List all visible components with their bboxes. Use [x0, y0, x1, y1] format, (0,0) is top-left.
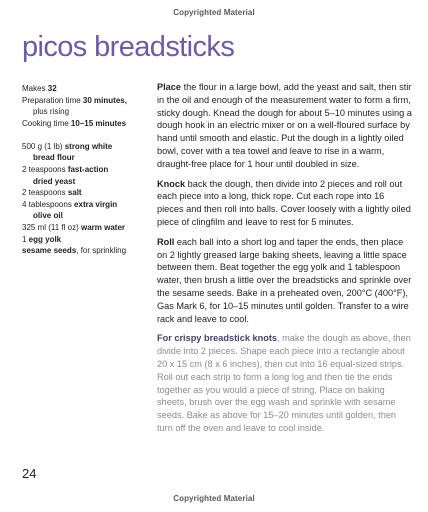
variation-note: [157, 332, 413, 434]
ingredient-item: [22, 222, 150, 234]
ingredient-name-cont: bread flour: [33, 153, 75, 163]
prep-time-label: Preparation time: [22, 95, 83, 105]
ingredient-qty: 1: [22, 234, 29, 244]
ingredient-qty: 2 teaspoons: [22, 165, 68, 175]
method-step-lead: Roll: [157, 236, 175, 247]
method-step-text: back the dough, then divide into 2 pieces and roll out each piece into a long, thick rope. Cut each rope into 16 pieces and then roll into balls. Cover loosely with a lightly oiled piece of clingfilm and leave to rest for 5 minutes.: [157, 178, 411, 227]
cook-time-label: Cooking time: [22, 118, 71, 128]
ingredient-name: egg yolk: [28, 234, 62, 244]
variation-text: , make the dough as above, then divide into 2 pieces. Shape each piece into a rectangle about 20 x 15 cm (8 x 6 inches), then cut into 16 equal-sized strips. Roll out each strip to form a long log and then tie the ends together as you would a piece of string. Place on baking sheets, brush over the egg wash and sprinkle with sesame seeds. Bake as above for 15–20 minutes until golden, then turn off the oven and leave to cool inside.: [157, 333, 411, 433]
ingredient-name: fast-action: [67, 165, 109, 175]
ingredient-name: sesame seeds: [22, 246, 77, 256]
recipe-title: picos breadsticks: [22, 31, 235, 63]
copyright-footer: Copyrighted Material: [173, 494, 255, 503]
ingredient-qty: 2 teaspoons: [22, 188, 68, 198]
method-step: [157, 178, 413, 229]
recipe-info-column: [22, 83, 150, 257]
prep-time-value: 30 minutes,: [82, 95, 127, 105]
ingredient-name-cont: olive oil: [33, 211, 63, 221]
prep-time-line: [22, 95, 150, 118]
yield-line: [22, 83, 150, 95]
page-number: 24: [22, 466, 37, 481]
ingredients-list: [22, 141, 150, 257]
ingredient-item: [22, 187, 150, 199]
ingredient-item: [22, 164, 150, 187]
cook-time-value: 10–15 minutes: [70, 118, 127, 128]
cook-time-line: [22, 118, 150, 130]
variation-lead: For crispy breadstick knots: [157, 333, 277, 344]
prep-time-extra: plus rising: [33, 107, 70, 117]
ingredient-qty: 4 tablespoons: [22, 199, 75, 209]
yield-value: 32: [47, 84, 57, 93]
ingredient-name: extra virgin: [74, 199, 118, 209]
ingredient-name: salt: [67, 188, 82, 198]
ingredient-suffix: , for sprinkling: [76, 246, 127, 256]
method-step: [157, 236, 413, 326]
method-step-text: each ball into a short log and taper the ends, then place on 2 lightly greased large baking sheets, leaving a little space between them. Beat together the egg yolk and 1 tablespoon water, then brush a little over the breadsticks and sprinkle over the sesame seeds. Bake in a preheated oven, 200°C (400°F), Gas Mark 6, for 10–15 minutes until golden. Transfer to a wire rack and leave to cool.: [157, 236, 412, 324]
ingredient-qty: 325 ml (11 fl oz): [22, 223, 81, 233]
ingredient-name: warm water: [80, 223, 126, 233]
copyright-header: Copyrighted Material: [173, 8, 255, 17]
ingredient-name-cont: dried yeast: [33, 176, 76, 186]
method-column: [157, 81, 413, 442]
ingredient-item: [22, 245, 150, 257]
ingredient-item: [22, 199, 150, 222]
yield-label: Makes: [22, 84, 48, 93]
method-step-lead: Knock: [157, 178, 186, 189]
ingredient-item: [22, 141, 150, 164]
method-step: [157, 81, 413, 171]
method-step-lead: Place: [157, 82, 182, 92]
ingredient-qty: 500 g (1 lb): [22, 141, 65, 151]
ingredient-name: strong white: [64, 141, 113, 151]
method-step-text: the flour in a large bowl, add the yeast and salt, then stir in the oil and enough of the measurement water to form a firm, sticky dough. Knead the dough for about 5–10 minutes using a dough hook in an electric mixer or on a well-floured surface by hand until smooth and elastic. Put the dough in a lightly oiled bowl, cover with a tea towel and leave to rise in a warm, draught-free place for 1 hour until doubled in size.: [157, 82, 412, 169]
ingredient-item: [22, 234, 150, 246]
